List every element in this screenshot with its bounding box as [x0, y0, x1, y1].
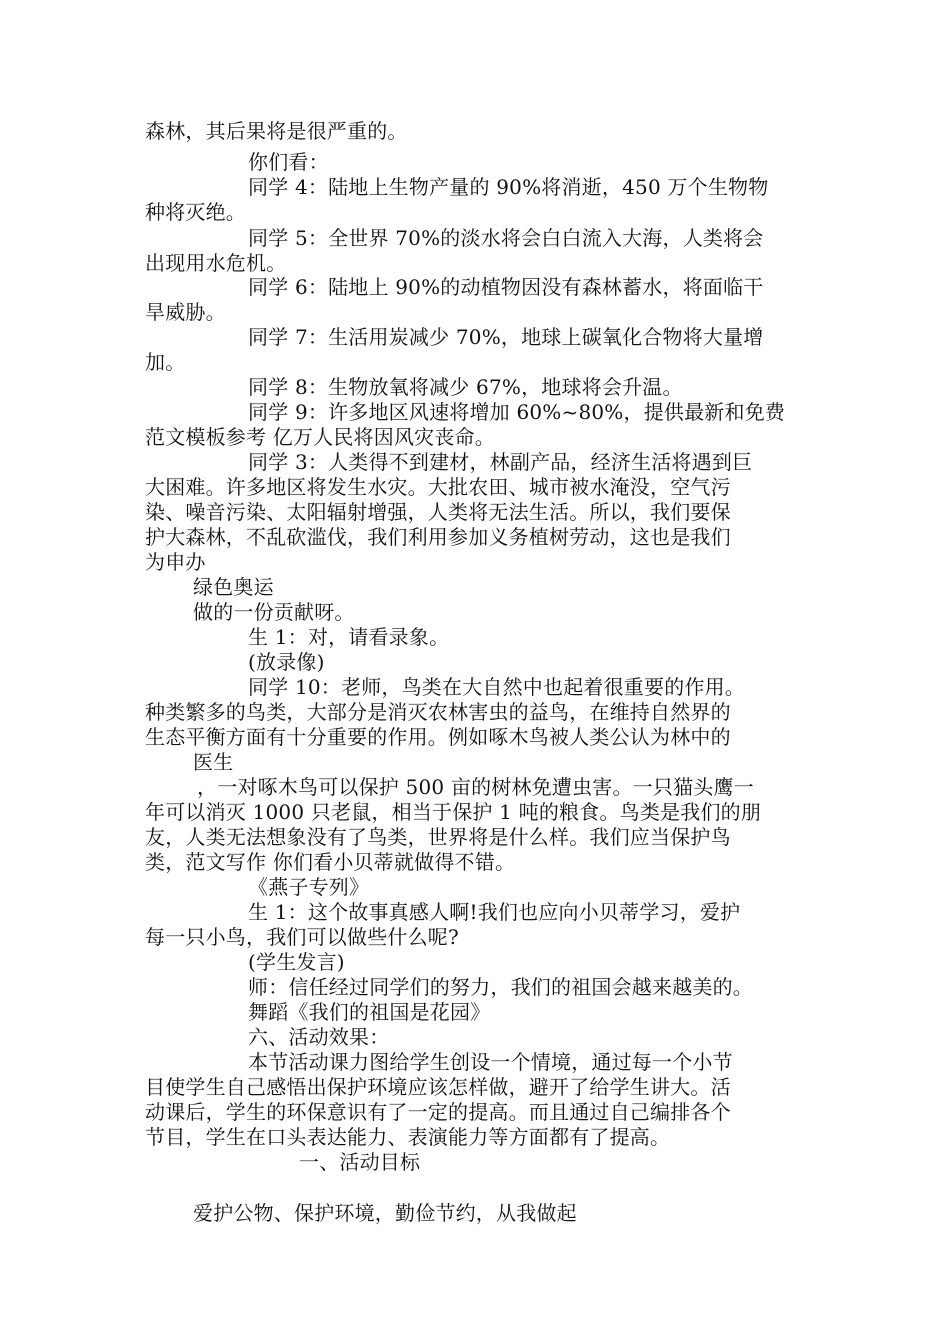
paragraph-line: 《燕子专列》 — [248, 875, 370, 899]
paragraph-line: 类，范文写作 你们看小贝蒂就做得不错。 — [145, 850, 516, 874]
paragraph-line: ，一对啄木鸟可以保护 500 亩的树林免遭虫害。一只猫头鹰一 — [197, 775, 754, 799]
paragraph-line: 同学 4：陆地上生物产量的 90%将消逝，450 万个生物物 — [248, 175, 769, 199]
paragraph-line: 染、噪音污染、太阳辐射增强，人类将无法生活。所以，我们要保 — [145, 500, 731, 524]
paragraph-line: 为申办 — [145, 550, 206, 574]
paragraph-line: (学生发言) — [248, 950, 345, 974]
paragraph-line: 种类繁多的鸟类，大部分是消灭农林害虫的益鸟，在维持自然界的 — [145, 700, 731, 724]
paragraph-line: 同学 8：生物放氧将减少 67%，地球将会升温。 — [248, 375, 683, 399]
paragraph-line: 护大森林，不乱砍滥伐，我们利用参加义务植树劳动，这也是我们 — [145, 525, 731, 549]
paragraph-line: 森林，其后果将是很严重的。 — [145, 119, 408, 143]
paragraph-line: 舞蹈《我们的祖国是花园》 — [248, 1000, 491, 1024]
paragraph-line: 绿色奥运 — [193, 575, 274, 599]
paragraph-line: 师：信任经过同学们的努力，我们的祖国会越来越美的。 — [248, 975, 753, 999]
paragraph-line: 医生 — [193, 750, 234, 774]
paragraph-line: 加。 — [145, 350, 186, 374]
paragraph-line: 范文模板参考 亿万人民将因风灾丧命。 — [145, 425, 495, 449]
paragraph-line: 同学 5：全世界 70%的淡水将会白白流入大海，人类将会 — [248, 226, 764, 250]
paragraph-line: 本节活动课力图给学生创设一个情境，通过每一个小节 — [248, 1050, 733, 1074]
paragraph-line: 同学 10：老师，鸟类在大自然中也起着很重要的作用。 — [248, 675, 746, 699]
paragraph-line: 做的一份贡献呀。 — [193, 600, 355, 624]
paragraph-line: 生态平衡方面有十分重要的作用。例如啄木鸟被人类公认为林中的 — [145, 725, 731, 749]
paragraph-line: 种将灭绝。 — [145, 200, 246, 224]
paragraph-line: 同学 9：许多地区风速将增加 60%~80%，提供最新和免费 — [248, 400, 786, 424]
section-heading: 六、活动效果： — [248, 1025, 390, 1049]
paragraph-line: 出现用水危机。 — [145, 251, 287, 275]
paragraph-line: 大困难。许多地区将发生水灾。大批农田、城市被水淹没，空气污 — [145, 475, 731, 499]
paragraph-line: 同学 3：人类得不到建材，林副产品，经济生活将遇到巨 — [248, 450, 753, 474]
paragraph-line: 你们看： — [248, 150, 329, 174]
paragraph-line: 同学 7：生活用炭减少 70%，地球上碳氧化合物将大量增 — [248, 325, 764, 349]
paragraph-line: 每一只小鸟，我们可以做些什么呢? — [145, 925, 459, 949]
paragraph-line: 动课后，学生的环保意识有了一定的提高。而且通过自己编排各个 — [145, 1100, 731, 1124]
paragraph-line: 旱威胁。 — [145, 300, 226, 324]
paragraph-line: 年可以消灭 1000 只老鼠，相当于保护 1 吨的粮食。鸟类是我们的朋 — [145, 800, 762, 824]
paragraph-line: (放录像) — [248, 650, 325, 674]
paragraph-line: 友，人类无法想象没有了鸟类，世界将是什么样。我们应当保护鸟 — [145, 825, 731, 849]
paragraph-line: 目使学生自己感悟出保护环境应该怎样做，避开了给学生讲大。活 — [145, 1075, 731, 1099]
paragraph-line: 同学 6：陆地上 90%的动植物因没有森林蓄水，将面临干 — [248, 275, 764, 299]
paragraph-line: 生 1：这个故事真感人啊!我们也应向小贝蒂学习，爱护 — [248, 900, 741, 924]
section-heading: 一、活动目标 — [299, 1150, 421, 1174]
paragraph-line: 爱护公物、保护环境，勤俭节约，从我做起 — [193, 1201, 577, 1225]
paragraph-line: 节目，学生在口头表达能力、表演能力等方面都有了提高。 — [145, 1125, 671, 1149]
paragraph-line: 生 1：对，请看录象。 — [248, 625, 450, 649]
